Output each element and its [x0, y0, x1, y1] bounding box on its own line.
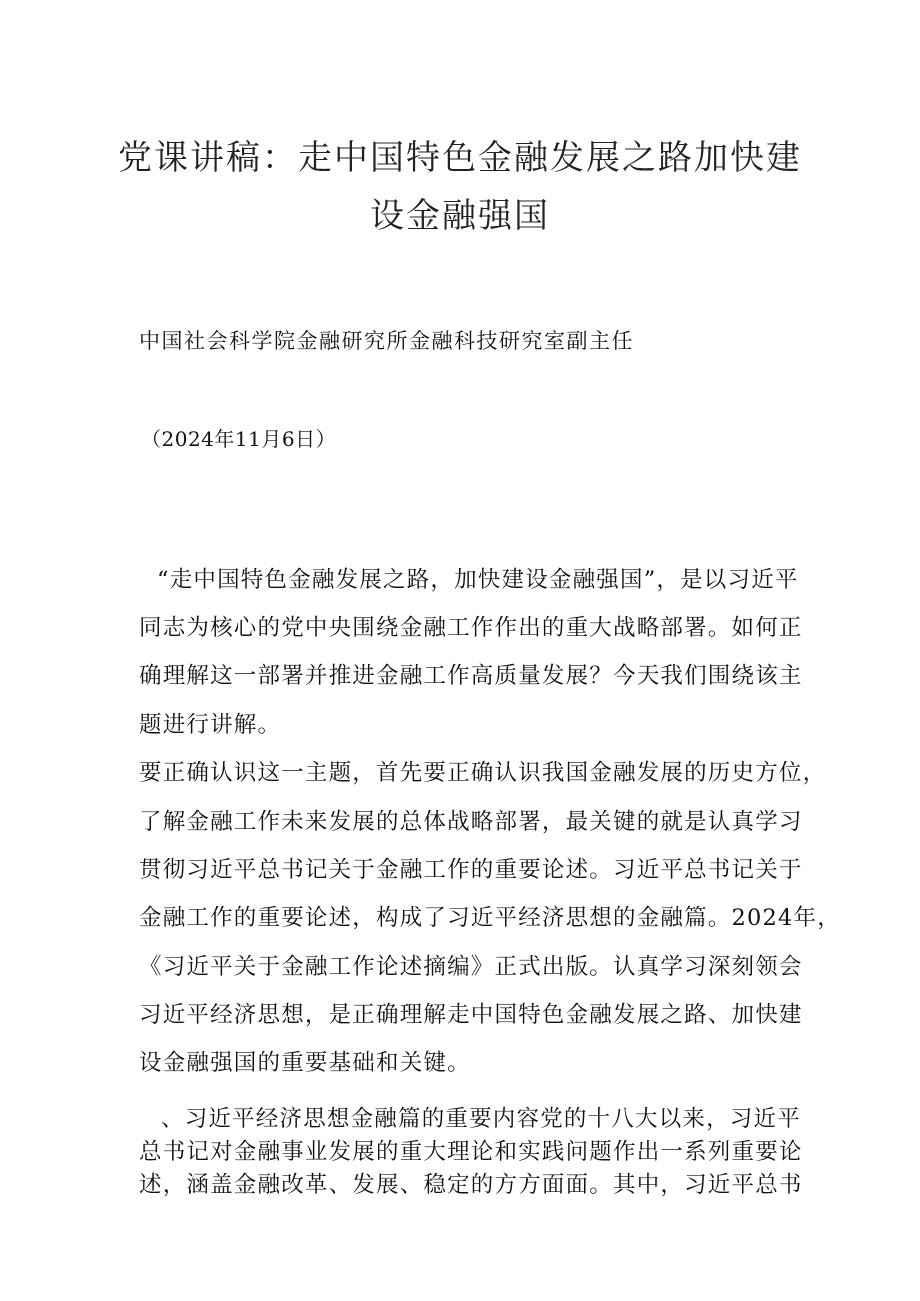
author-affiliation: 中国社会科学院金融研究所金融科技研究室副主任 [139, 329, 634, 353]
document-title-line-2: 设金融强国 [370, 196, 550, 236]
body-line: 《习近平关于金融工作论述摘编》正式出版。认真学习深刻领会 [139, 954, 803, 980]
body-line: 了解金融工作未来发展的总体战略部署，最关键的就是认真学习 [139, 809, 803, 835]
body-line: 习近平经济思想，是正确理解走中国特色金融发展之路、加快建 [139, 1002, 803, 1028]
body-line: 确理解这一部署并推进金融工作高质量发展？今天我们围绕该主 [139, 663, 803, 689]
lecture-date: （2024年11月6日） [141, 427, 337, 451]
body-line: 、习近平经济思想金融篇的重要内容党的十八大以来，习近平 [161, 1106, 801, 1132]
body-line: 总书记对金融事业发展的重大理论和实践问题作出一系列重要论 [139, 1139, 803, 1165]
body-line: 要正确认识这一主题，首先要正确认识我国金融发展的历史方位， [139, 760, 827, 786]
body-line: “走中国特色金融发展之路，加快建设金融强国”，是以习近平 [157, 567, 799, 593]
body-line: 贯彻习近平总书记关于金融工作的重要论述。习近平总书记关于 [139, 857, 803, 883]
body-line: 设金融强国的重要基础和关键。 [139, 1050, 471, 1076]
body-line: 金融工作的重要论述，构成了习近平经济思想的金融篇。2024年， [139, 905, 841, 931]
document-title-line-1: 党课讲稿：走中国特色金融发展之路加快建 [118, 138, 802, 178]
body-line: 同志为核心的党中央围绕金融工作作出的重大战略部署。如何正 [139, 615, 803, 641]
body-line: 题进行讲解。 [139, 712, 282, 738]
body-line: 述，涵盖金融改革、发展、稳定的方方面面。其中，习近平总书 [139, 1172, 803, 1198]
